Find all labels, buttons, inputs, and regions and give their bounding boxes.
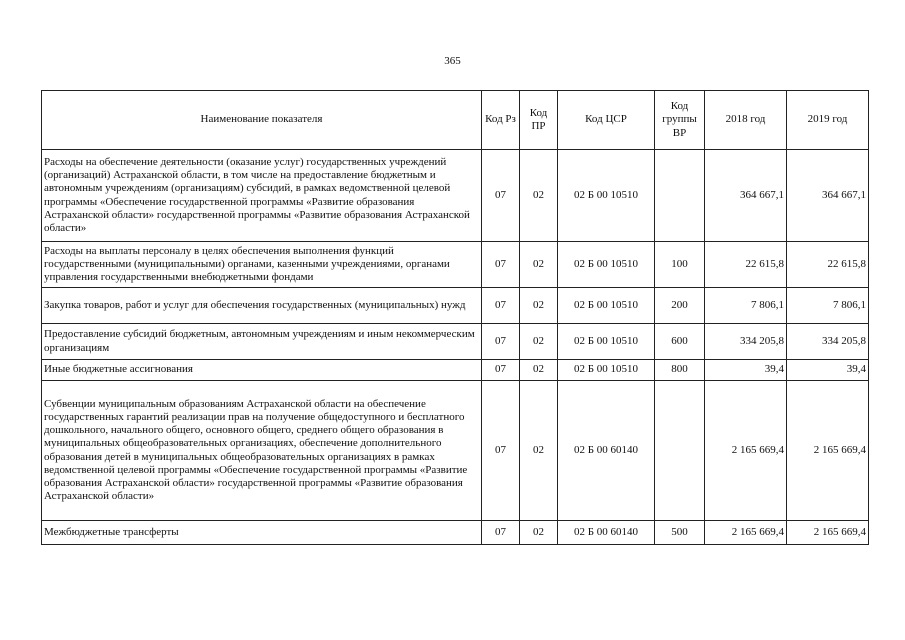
row-pr: 02 bbox=[520, 381, 558, 521]
row-2018: 7 806,1 bbox=[705, 288, 787, 324]
row-rz: 07 bbox=[482, 150, 520, 242]
header-name: Наименование показателя bbox=[42, 91, 482, 150]
row-2018: 2 165 669,4 bbox=[705, 381, 787, 521]
row-2018: 22 615,8 bbox=[705, 242, 787, 288]
row-csr: 02 Б 00 10510 bbox=[558, 360, 655, 381]
row-rz: 07 bbox=[482, 242, 520, 288]
budget-table bbox=[41, 90, 869, 545]
row-vr: 200 bbox=[655, 288, 705, 324]
row-name: Межбюджетные трансферты bbox=[42, 521, 482, 545]
table-header-row bbox=[42, 91, 869, 150]
header-rz: Код Рз bbox=[482, 91, 520, 150]
row-name: Закупка товаров, работ и услуг для обеспечения государственных (муниципальных) нужд bbox=[42, 288, 482, 324]
row-rz: 07 bbox=[482, 324, 520, 360]
row-vr: 500 bbox=[655, 521, 705, 545]
header-2018: 2018 год bbox=[705, 91, 787, 150]
header-csr: Код ЦСР bbox=[558, 91, 655, 150]
row-2019: 334 205,8 bbox=[787, 324, 869, 360]
row-name: Иные бюджетные ассигнования bbox=[42, 360, 482, 381]
row-2018: 39,4 bbox=[705, 360, 787, 381]
header-2019: 2019 год bbox=[787, 91, 869, 150]
row-csr: 02 Б 00 10510 bbox=[558, 324, 655, 360]
row-rz: 07 bbox=[482, 521, 520, 545]
row-2019: 22 615,8 bbox=[787, 242, 869, 288]
row-csr: 02 Б 00 60140 bbox=[558, 381, 655, 521]
row-2018: 2 165 669,4 bbox=[705, 521, 787, 545]
row-vr: 600 bbox=[655, 324, 705, 360]
row-pr: 02 bbox=[520, 324, 558, 360]
row-name: Расходы на обеспечение деятельности (оказание услуг) государственных учреждений (организаций) Астраханской области, в том числе на предоставление бюджетным и автономным учреждениям (организациям) субсидий, в рамках ведомственной целевой программы «Обеспечение государственной программы «Развитие образования Астраханской области» государственной программы «Развитие образования Астраханской области» bbox=[42, 150, 482, 242]
row-vr bbox=[655, 381, 705, 521]
row-csr: 02 Б 00 60140 bbox=[558, 521, 655, 545]
table-row bbox=[42, 360, 869, 381]
row-name: Субвенции муниципальным образованиям Астраханской области на обеспечение государственных гарантий реализации прав на получение общедоступного и бесплатного дошкольного, начального общего, основного общего, среднего общего образования в муниципальных общеобразовательных организациях, обеспечение дополнительного образования детей в муниципальных общеобразовательных организациях в рамках ведомственной целевой программы «Обеспечение государственной программы «Развитие образования Астраханской области» государственной программы «Развитие образования Астраханской области» bbox=[42, 381, 482, 521]
row-2019: 39,4 bbox=[787, 360, 869, 381]
row-2019: 2 165 669,4 bbox=[787, 521, 869, 545]
header-pr: Код ПР bbox=[520, 91, 558, 150]
table-row bbox=[42, 288, 869, 324]
row-rz: 07 bbox=[482, 381, 520, 521]
row-vr bbox=[655, 150, 705, 242]
table-row bbox=[42, 242, 869, 288]
row-2019: 2 165 669,4 bbox=[787, 381, 869, 521]
row-pr: 02 bbox=[520, 521, 558, 545]
row-vr: 100 bbox=[655, 242, 705, 288]
row-name: Расходы на выплаты персоналу в целях обеспечения выполнения функций государственными (муниципальными) органами, казенными учреждениями, органами управления государственными внебюджетными фондами bbox=[42, 242, 482, 288]
row-pr: 02 bbox=[520, 360, 558, 381]
header-vr: Код группы ВР bbox=[655, 91, 705, 150]
row-2019: 364 667,1 bbox=[787, 150, 869, 242]
row-name: Предоставление субсидий бюджетным, автономным учреждениям и иным некоммерческим организациям bbox=[42, 324, 482, 360]
row-rz: 07 bbox=[482, 288, 520, 324]
page-number: 365 bbox=[444, 55, 461, 67]
row-csr: 02 Б 00 10510 bbox=[558, 242, 655, 288]
row-csr: 02 Б 00 10510 bbox=[558, 150, 655, 242]
row-2018: 334 205,8 bbox=[705, 324, 787, 360]
row-rz: 07 bbox=[482, 360, 520, 381]
row-csr: 02 Б 00 10510 bbox=[558, 288, 655, 324]
row-2019: 7 806,1 bbox=[787, 288, 869, 324]
table-row bbox=[42, 381, 869, 521]
table-row bbox=[42, 521, 869, 545]
table-row bbox=[42, 324, 869, 360]
row-pr: 02 bbox=[520, 288, 558, 324]
row-pr: 02 bbox=[520, 150, 558, 242]
row-vr: 800 bbox=[655, 360, 705, 381]
table-row bbox=[42, 150, 869, 242]
row-pr: 02 bbox=[520, 242, 558, 288]
row-2018: 364 667,1 bbox=[705, 150, 787, 242]
